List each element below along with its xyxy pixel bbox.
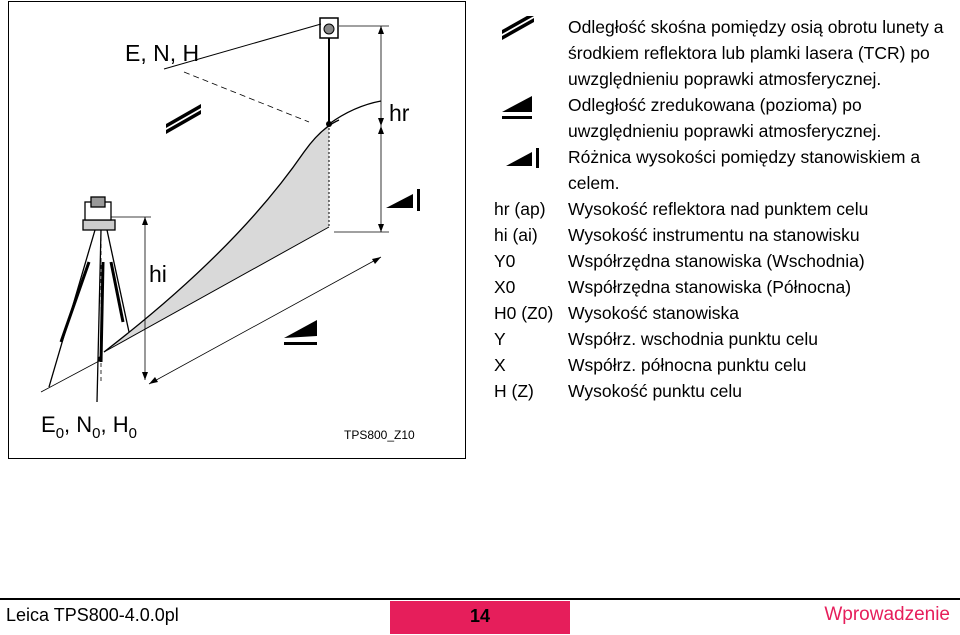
legend-desc: Współrz. północna punktu celu	[568, 355, 807, 375]
legend-row-hi	[494, 222, 954, 248]
legend-term: H (Z)	[494, 381, 534, 401]
dh-arrow-up	[378, 126, 384, 134]
height-difference-icon	[386, 189, 420, 211]
footer-manual-title: Leica TPS800-4.0.0pl	[6, 605, 179, 625]
legend-term: Y0	[494, 251, 516, 271]
legend-desc: Odległość skośna pomiędzy osią obrotu lunety a środkiem reflektora lub plamki lasera (TCR) po uwzględnieniu poprawki atmosferycznej.	[568, 17, 944, 89]
hr-arrow-up	[378, 26, 384, 34]
legend-row-h	[494, 378, 954, 404]
hr-arrow-down	[378, 118, 384, 126]
survey-diagram-drawing	[9, 2, 467, 460]
hr-label: hr	[389, 100, 410, 126]
dashed-leader	[184, 72, 309, 122]
slope-distance-icon	[166, 104, 201, 134]
legend-term: X	[494, 355, 506, 375]
legend-row-h0	[494, 300, 954, 326]
legend-desc: Wysokość instrumentu na stanowisku	[568, 225, 860, 245]
tripod	[49, 197, 129, 402]
station-leader	[41, 360, 101, 392]
hi-label: hi	[149, 261, 167, 287]
legend-desc: Wysokość punktu celu	[568, 381, 742, 401]
legend-row-x	[494, 352, 954, 378]
hi-arrow-down	[142, 372, 148, 380]
legend-term: hr (ap)	[494, 199, 546, 219]
hd-arrow-left	[149, 377, 158, 384]
target-point	[326, 121, 332, 127]
legend-row-y0	[494, 248, 954, 274]
station-n: N	[76, 412, 93, 437]
legend-term: X0	[494, 277, 516, 297]
chapter-title: Wprowadzenie	[824, 604, 950, 625]
legend-desc: Współrzędna stanowiska (Wschodnia)	[568, 251, 865, 271]
shaded-area	[104, 124, 329, 352]
target-label: E, N, H	[125, 40, 200, 66]
legend-row-height-diff	[494, 144, 954, 196]
survey-diagram	[8, 1, 466, 459]
legend-term: H0 (Z0)	[494, 303, 554, 323]
height-difference-icon	[504, 146, 548, 172]
legend-desc: Odległość zredukowana (pozioma) po uwzględnieniu poprawki atmosferycznej.	[568, 95, 882, 141]
hd-dim-line	[149, 257, 381, 384]
figure-id: TPS800_Z10	[344, 428, 415, 442]
legend-row-slope	[494, 14, 954, 92]
legend-desc: Współrzędna stanowiska (Północna)	[568, 277, 852, 297]
station-h-sub: 0	[128, 425, 137, 442]
legend-row-horizontal	[494, 92, 954, 144]
legend-desc: Wysokość reflektora nad punktem celu	[568, 199, 869, 219]
legend	[494, 14, 954, 404]
station-sep-1: ,	[64, 412, 71, 437]
station-label	[41, 412, 137, 442]
prism-circle	[324, 24, 334, 34]
station-sep-2: ,	[100, 412, 107, 437]
station-e-sub: 0	[55, 425, 65, 442]
legend-desc: Wysokość stanowiska	[568, 303, 740, 323]
slope-distance-icon	[500, 16, 540, 42]
legend-term: Y	[494, 329, 506, 349]
station-h: H	[112, 412, 129, 437]
dh-arrow-down	[378, 224, 384, 232]
legend-desc: Różnica wysokości pomiędzy stanowiskiem a celem.	[568, 147, 921, 193]
page-number: 14	[390, 601, 570, 634]
legend-row-hr	[494, 196, 954, 222]
station-n-sub: 0	[92, 425, 101, 442]
legend-row-y	[494, 326, 954, 352]
footer-rule	[0, 598, 960, 600]
hi-arrow-up	[142, 217, 148, 225]
station-e: E	[41, 412, 56, 437]
legend-desc: Współrz. wschodnia punktu celu	[568, 329, 818, 349]
page-footer	[0, 598, 960, 634]
legend-row-x0	[494, 274, 954, 300]
hd-arrow-right	[372, 257, 381, 264]
legend-term: hi (ai)	[494, 225, 538, 245]
horizontal-distance-icon	[284, 320, 317, 345]
horizontal-distance-icon	[500, 94, 540, 124]
